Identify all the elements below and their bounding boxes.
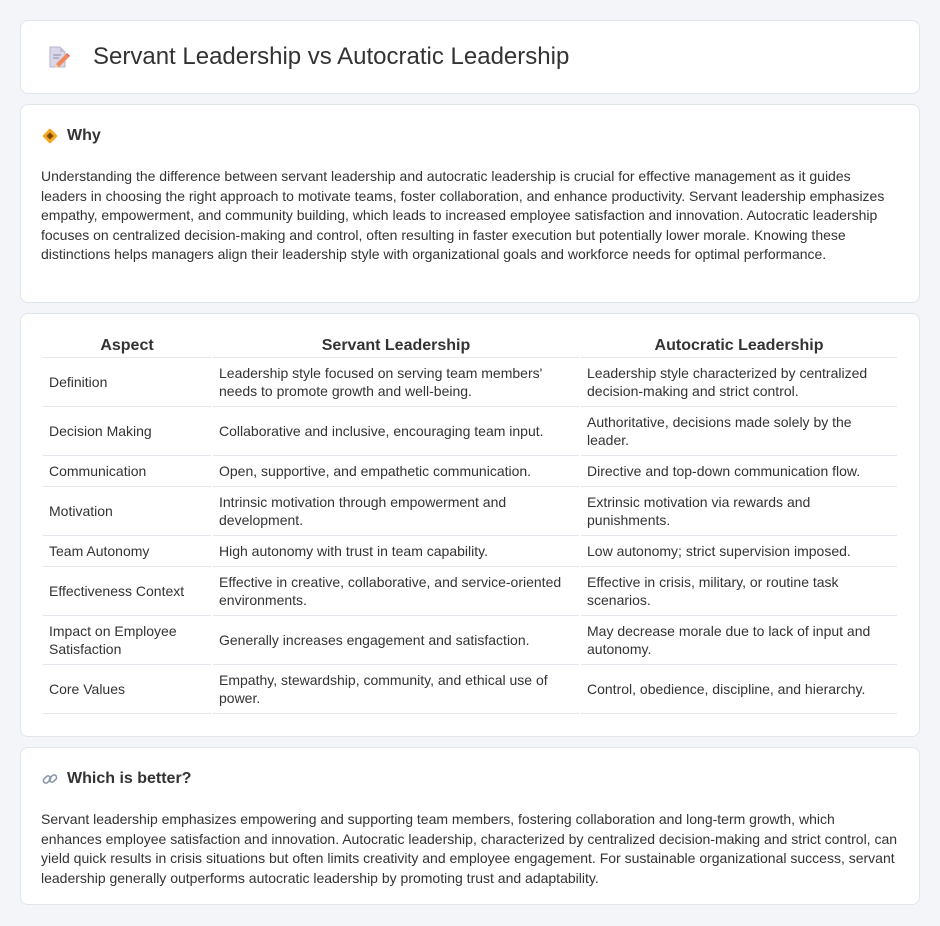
table-row	[43, 407, 897, 456]
column-header-aspect: Aspect	[43, 334, 211, 358]
which-is-better-title: Which is better?	[67, 770, 192, 787]
table-row	[43, 665, 897, 714]
servant-cell: Collaborative and inclusive, encouraging team input.	[213, 407, 579, 456]
autocratic-cell: Low autonomy; strict supervision imposed.	[581, 536, 897, 567]
table-row	[43, 358, 897, 407]
table-row	[43, 616, 897, 665]
page-title: Servant Leadership vs Autocratic Leadership	[93, 43, 570, 70]
table-row	[43, 487, 897, 536]
link-icon	[41, 770, 59, 788]
column-header-servant: Servant Leadership	[213, 334, 579, 358]
table-row	[43, 567, 897, 616]
why-text: Understanding the difference between servant leadership and autocratic leadership is crucial for effective management as it guides leaders in choosing the right approach to motivate teams, foster collaboration, and enhance productivity. Servant leadership emphasizes empathy, empowerment, and community building, which leads to increased employee satisfaction and innovation. Autocratic leadership focuses on centralized decision-making and control, often resulting in faster execution but potentially lower morale. Knowing these distinctions helps managers align their leadership style with organizational goals and workforce needs for optimal performance.	[41, 168, 885, 263]
servant-cell: Intrinsic motivation through empowerment and development.	[213, 487, 579, 536]
comparison-table	[41, 334, 899, 714]
aspect-cell: Team Autonomy	[43, 536, 211, 567]
document-pencil-icon	[45, 44, 71, 70]
servant-cell: High autonomy with trust in team capability.	[213, 536, 579, 567]
aspect-cell: Impact on Employee Satisfaction	[43, 616, 211, 665]
aspect-cell: Communication	[43, 456, 211, 487]
aspect-cell: Core Values	[43, 665, 211, 714]
which-is-better-section	[20, 747, 920, 905]
why-title: Why	[67, 127, 101, 144]
table-row	[43, 536, 897, 567]
comparison-table-section	[20, 313, 920, 737]
table-row	[43, 456, 897, 487]
servant-cell: Open, supportive, and empathetic communication.	[213, 456, 579, 487]
servant-cell: Generally increases engagement and satisfaction.	[213, 616, 579, 665]
autocratic-cell: Extrinsic motivation via rewards and punishments.	[581, 487, 897, 536]
aspect-cell: Motivation	[43, 487, 211, 536]
diamond-sign-icon	[41, 127, 59, 145]
column-header-autocratic: Autocratic Leadership	[581, 334, 897, 358]
autocratic-cell: Directive and top-down communication flow.	[581, 456, 897, 487]
autocratic-cell: Control, obedience, discipline, and hierarchy.	[581, 665, 897, 714]
autocratic-cell: Authoritative, decisions made solely by the leader.	[581, 407, 897, 456]
autocratic-cell: Effective in crisis, military, or routine task scenarios.	[581, 567, 897, 616]
aspect-cell: Effectiveness Context	[43, 567, 211, 616]
why-section	[20, 104, 920, 303]
autocratic-cell: Leadership style characterized by centralized decision-making and strict control.	[581, 358, 897, 407]
which-is-better-text: Servant leadership emphasizes empowering and supporting team members, fostering collaboration and long-term growth, which enhances employee satisfaction and innovation. Autocratic leadership, characterized by centralized decision-making and strict control, can yield quick results in crisis situations but often limits creativity and employee engagement. For sustainable organizational success, servant leadership generally outperforms autocratic leadership by promoting trust and adaptability.	[41, 811, 898, 886]
servant-cell: Leadership style focused on serving team members' needs to promote growth and well-being.	[213, 358, 579, 407]
servant-cell: Effective in creative, collaborative, and service-oriented environments.	[213, 567, 579, 616]
header-card	[20, 20, 920, 94]
servant-cell: Empathy, stewardship, community, and ethical use of power.	[213, 665, 579, 714]
autocratic-cell: May decrease morale due to lack of input and autonomy.	[581, 616, 897, 665]
aspect-cell: Definition	[43, 358, 211, 407]
aspect-cell: Decision Making	[43, 407, 211, 456]
